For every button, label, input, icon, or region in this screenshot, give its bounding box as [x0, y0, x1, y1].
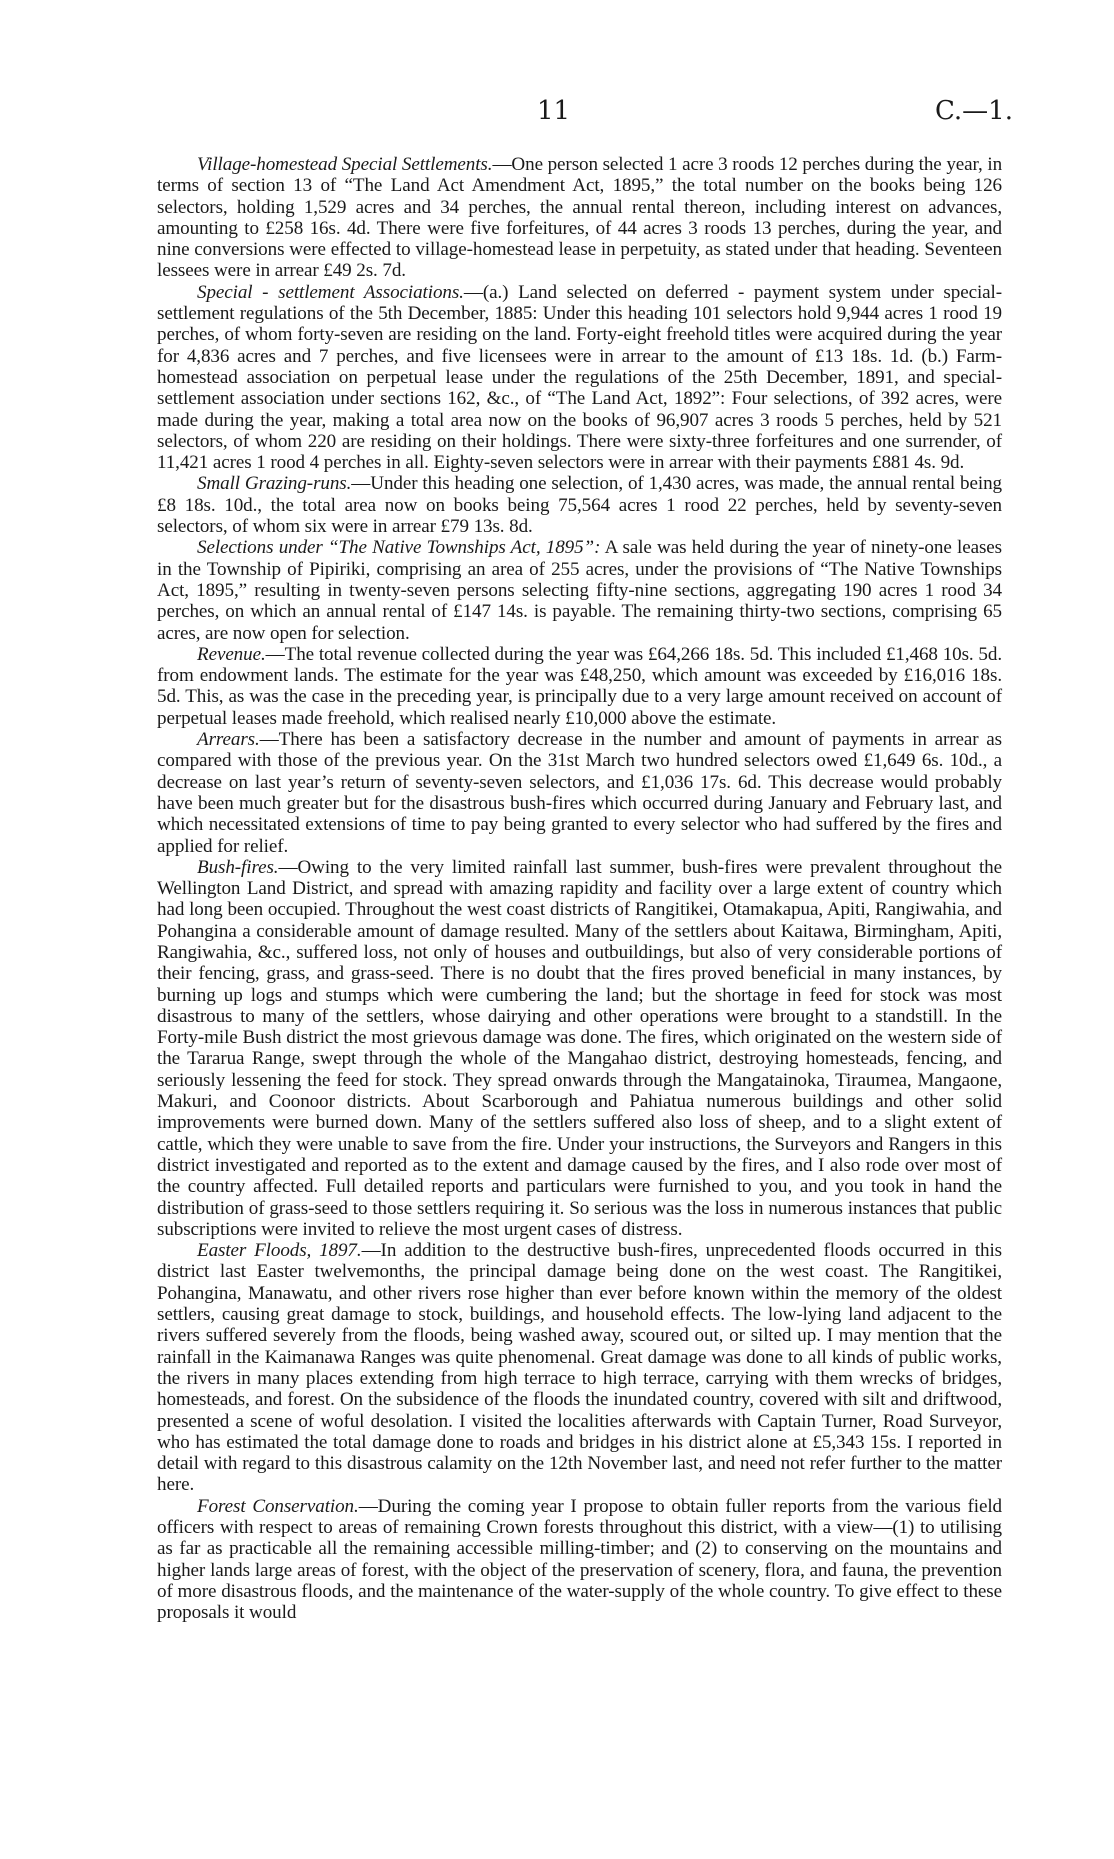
paragraph-heading: Arrears. — [197, 729, 260, 751]
paragraph-forest-conservation — [157, 1496, 1002, 1624]
paragraph-bush-fires — [157, 857, 1002, 1240]
paragraph-heading: Bush-fires. — [197, 856, 279, 878]
paragraph-heading: Small Grazing-runs. — [197, 473, 352, 495]
body-text — [157, 154, 1002, 1623]
paragraph-text: —There has been a satisfactory decrease in the number and amount of payments in arrear as compared with those of the previous year. On the 31st March two hundred selectors owed £1,649 6s. 10d., a decrease on last year’s return of seventy-seven selectors, and £1,036 17s. 6d. This decrease would probably have been much greater but for the disastrous bush-fires which occurred during January and February last, and which necessitated extensions of time to pay being granted to every selector who had suffered by the fires and applied for relief. — [157, 729, 1002, 857]
paragraph-village-homestead — [157, 154, 1002, 282]
paragraph-text: —Owing to the very limited rainfall last summer, bush-fires were prevalent throughout the Wellington Land District, and spread with amazing rapidity and facility over a large extent of country which had long been occupied. Throughout the west coast districts of Rangitikei, Otamakapua, Apiti, Rangiwahia, and Pohangina a considerable amount of damage resulted. Many of the settlers about Kaitawa, Birmingham, Apiti, Rangiwahia, &c., suffered loss, not only of houses and outbuildings, but also of very considerable portions of their fencing, grass, and grass-seed. There is no doubt that the fires proved beneficial in many instances, by burning up logs and stumps which were cumbering the land; but the shortage in feed for stock was most disastrous to many of the settlers, whose dairying and other operations were brought to a standstill. In the Forty-mile Bush district the most grievous damage was done. The fires, which originated on the western side of the Tararua Range, swept through the whole of the Mangahao district, destroying homesteads, fencing, and seriously lessening the feed for stock. They spread onwards through the Mangatainoka, Tiraumea, Mangaone, Makuri, and Coonoor districts. About Scarborough and Pahiatua numerous buildings and other solid improvements were burned down. Many of the settlers suffered also loss of sheep, and to a slight extent of cattle, which they were unable to save from the fire. Under your instructions, the Surveyors and Rangers in this district investigated and reported as to the extent and damage caused by the fires, and I also rode over most of the country affected. Full detailed reports and particulars were furnished to you, and you took in hand the distribution of grass-seed to those settlers requiring it. So serious was the loss in numerous instances that public subscriptions were invited to relieve the most urgent cases of distress. — [157, 856, 1002, 1240]
paragraph-heading: Revenue. — [197, 643, 266, 665]
paragraph-text: —In addition to the destructive bush-fires, unprecedented floods occurred in this district last Easter twelvemonths, the principal damage being done on the west coast. The Rangitikei, Pohangina, Manawatu, and other rivers rose higher than ever before known within the memory of the oldest settlers, causing great damage to stock, buildings, and household effects. The low-lying land adjacent to the rivers suffered severely from the floods, being washed away, scoured out, or silted up. I may mention that the rainfall in the Kaimanawa Ranges was quite phenomenal. Great damage was done to all kinds of public works, the rivers in many places extending from high terrace to high terrace, carrying with them wrecks of bridges, homesteads, and forest. On the subsidence of the floods the inundated country, covered with silt and driftwood, presented a scene of woful desolation. I visited the localities afterwards with Captain Turner, Road Surveyor, who has estimated the total damage done to roads and bridges in his district alone at £5,343 15s. I reported in detail with regard to this disastrous calamity on the 12th November last, and need not refer further to the matter here. — [157, 1240, 1003, 1496]
paragraph-text: —During the coming year I propose to obtain fuller reports from the various field officers with respect to areas of remaining Crown forests throughout this district, with a view—(1) to utilising as far as practicable all the remaining accessible milling-timber; and (2) to conserving on the mountains and higher lands large areas of forest, with the object of the preservation of scenery, flora, and fauna, the prevention of more disastrous floods, and the maintenance of the water-supply of the whole country. To give effect to these proposals it would — [157, 1495, 1002, 1624]
paragraph-easter-floods — [157, 1240, 1002, 1496]
paragraph-special-settlement — [157, 282, 1002, 474]
paragraph-text: —(a.) Land selected on deferred - payment system under special-settlement regulations of the 5th December, 1885: Under this heading 101 selectors hold 9,944 acres 1 rood 19 perches, of whom forty-seven are residing on the land. Forty-eight freehold titles were acquired during the year for 4,836 acres and 7 perches, and five licensees were in arrear to the amount of £13 18s. 1d. (b.) Farm-homestead association on perpetual lease under the regulations of the 25th December, 1891, and special-settlement association under sections 162, &c., of “The Land Act, 1892”: Four selections, of 392 acres, were made during the year, making a total area now on the books of 96,907 acres 3 roods 5 perches, held by 521 selectors, of whom 220 are residing on their holdings. There were sixty-three forfeitures and one surrender, of 11,421 acres 1 rood 4 perches in all. Eighty-seven selectors were in arrear with their payments £881 4s. 9d. — [157, 281, 1002, 474]
paragraph-text: A sale was held during the year of ninety-one leases in the Township of Pipiriki, comprising an area of 255 acres, under the provisions of “The Native Townships Act, 1895,” resulting in twenty-seven persons selecting fifty-nine sections, aggregating 190 acres 1 rood 34 perches, on which an annual rental of £147 14s. is payable. The remaining thirty-two sections, comprising 65 acres, are now open for selection. — [157, 537, 1002, 644]
paragraph-revenue — [157, 644, 1002, 729]
paragraph-heading: Village-homestead Special Settlements. — [197, 154, 493, 175]
paragraph-heading: Easter Floods, 1897. — [197, 1240, 362, 1262]
paragraph-arrears — [157, 729, 1002, 857]
paragraph-text: —One person selected 1 acre 3 roods 12 perches during the year, in terms of section 13 of “The Land Act Amendment Act, 1895,” the total number on the books being 126 selectors, holding 1,529 acres and 34 perches, the annual rental thereon, including interest on advances, amounting to £258 16s. 4d. There were five forfeitures, of 44 acres 3 roods 13 perches, during the year, and nine conversions were effected to village-homestead lease in perpetuity, as stated under that heading. Seventeen lessees were in arrear £49 2s. 7d. — [157, 154, 1003, 282]
paragraph-native-townships — [157, 537, 1002, 643]
paragraph-heading: Selections under “The Native Townships Act, 1895”: — [197, 537, 601, 559]
paragraph-heading: Special - settlement Associations. — [197, 281, 464, 303]
paragraph-small-grazing-runs — [157, 473, 1002, 537]
paragraph-heading: Forest Conservation. — [197, 1495, 359, 1517]
page-number: 11 — [537, 96, 571, 126]
document-code: C.—1. — [934, 96, 1013, 126]
paragraph-text: —Under this heading one selection, of 1,430 acres, was made, the annual rental being £8 18s. 10d., the total area now on books being 75,564 acres 1 rood 22 perches, held by seventy-seven selectors, of whom six were in arrear £79 13s. 8d. — [157, 473, 1002, 538]
paragraph-text: —The total revenue collected during the year was £64,266 18s. 5d. This included £1,468 10s. 5d. from endowment lands. The estimate for the year was £48,250, which amount was exceeded by £16,016 18s. 5d. This, as was the case in the preceding year, is principally due to a very large amount received on account of perpetual leases made freehold, which realised nearly £10,000 above the estimate. — [157, 643, 1002, 729]
page-header — [0, 96, 1114, 136]
